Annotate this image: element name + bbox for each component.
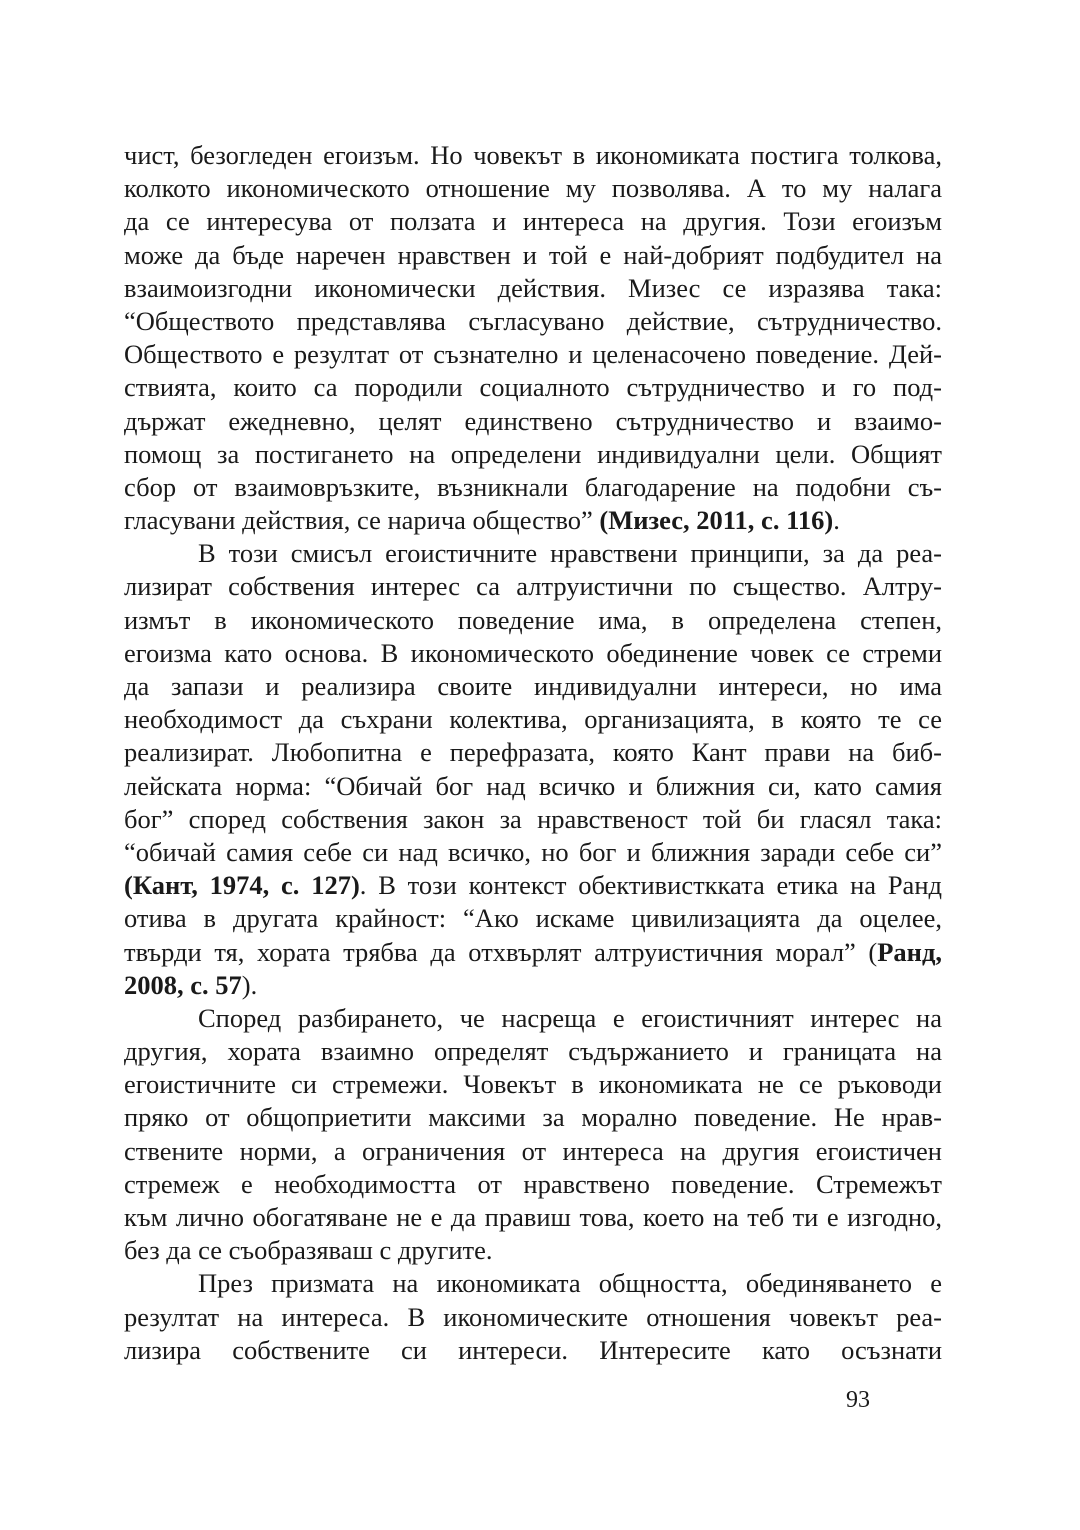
text-line: да запази и реализира своите индивидуални интереси, но има: [124, 671, 942, 701]
text-line: “обичай самия себе си над всичко, но бог и ближния заради себе си”: [124, 836, 942, 867]
text-line: лейската норма: “Обичай бог над всичко и ближния си, като самия: [124, 770, 942, 801]
text-line: може да бъде наречен нравствен и той е най-добрият подбудител на: [124, 239, 942, 270]
text-line: към лично обогатяване не е да правиш това, което на теб ти е изгодно,: [124, 1202, 942, 1232]
text-line: реализират. Любопитна е перефразата, която Кант прави на биб-: [124, 737, 942, 768]
text-line: [124, 969, 942, 1002]
text-line: да се интересува от ползата и интереса на другия. Този егоизъм: [124, 206, 942, 237]
text-line: отива в другата крайност: “Ако искаме цивилизацията да оцелее,: [124, 903, 942, 934]
text-run: .: [833, 505, 840, 536]
text-line: “Обществото представлява съгласувано действие, сътрудничество.: [124, 305, 942, 336]
text-line: необходимост да съхрани колектива, организацията, в която те се: [124, 704, 942, 735]
text-line: През призмата на икономиката общността, обединяването е: [198, 1268, 942, 1299]
text-line: стремеж е необходимостта от нравствено поведение. Стремежът: [124, 1168, 942, 1199]
page-number: 93: [846, 1387, 870, 1413]
paragraph-2: [124, 537, 942, 1002]
text-line: сбор от взаимовръзките, възникнали благодарение на подобни съ-: [124, 471, 942, 502]
text-line: ствените норми, а ограничения от интереса на другия егоистичен: [124, 1135, 942, 1166]
text-run: твърди тя, хората трябва да отхвърлят алтруистичния морал” (: [124, 936, 878, 967]
citation-rand-part1: Ранд,: [877, 936, 942, 967]
text-line: държат ежедневно, целят единствено сътрудничество и взаимо-: [124, 405, 942, 436]
text-line: колкото икономическото отношение му позволява. А то му налага: [124, 173, 942, 204]
text-line: [124, 936, 942, 969]
text-line: Обществото е резултат от съзнателно и целенасочено поведение. Дей-: [124, 339, 942, 370]
text-line: без да се съобразяваш с другите.: [124, 1235, 493, 1266]
text-line: резултат на интереса. В икономическите отношения човекът реа-: [124, 1301, 942, 1332]
citation-rand-part2: 2008, с. 57: [124, 969, 242, 1000]
text-line: [124, 869, 942, 902]
text-line: бог” според собствения закон за нравственост той би гласял така:: [124, 803, 942, 834]
text-line: [124, 504, 942, 537]
text-line: Според разбирането, че насреща е егоистичният интерес на: [198, 1002, 942, 1033]
text-line: пряко от общоприетити максими за морално поведение. Не нрав-: [124, 1102, 942, 1133]
citation-kant: (Кант, 1974, с. 127): [124, 870, 360, 901]
text-run: гласувани действия, се нарича общество”: [124, 505, 600, 536]
paragraph-4: [124, 1267, 942, 1367]
text-line: ствията, които са породили социалното сътрудничество и го под-: [124, 372, 942, 403]
text-line: чист, безогледен егоизъм. Но човекът в икономиката постига толкова,: [124, 140, 942, 170]
text-line: лизира собствените си интереси. Интересите като осъзнати: [124, 1334, 942, 1365]
text-run: ).: [241, 969, 258, 1000]
text-line: егоизма като основа. В икономическото обединение човек се стреми: [124, 637, 942, 668]
paragraph-3: [124, 1002, 942, 1268]
text-run: . В този контекст обективисткката етика на Ранд: [359, 870, 942, 901]
text-line: помощ за постигането на определени индивидуални цели. Общият: [124, 438, 942, 469]
text-line: егоистичните си стремежи. Човекът в икономиката не се ръководи: [124, 1069, 942, 1100]
text-line: В този смисъл егоистичните нравствени принципи, за да реа-: [198, 538, 942, 569]
text-line: измът в икономическото поведение има, в определена степен,: [124, 604, 942, 635]
text-line: взаимоизгодни икономически действия. Мизес се изразява така:: [124, 272, 942, 303]
paragraph-1: [124, 139, 942, 537]
page-body: [124, 139, 942, 1367]
text-line: другия, хората взаимно определят съдържанието и границата на: [124, 1036, 942, 1067]
text-line: лизират собствения интерес са алтруистични по същество. Алтру-: [124, 571, 942, 602]
citation-mises: (Мизес, 2011, с. 116): [599, 505, 834, 536]
